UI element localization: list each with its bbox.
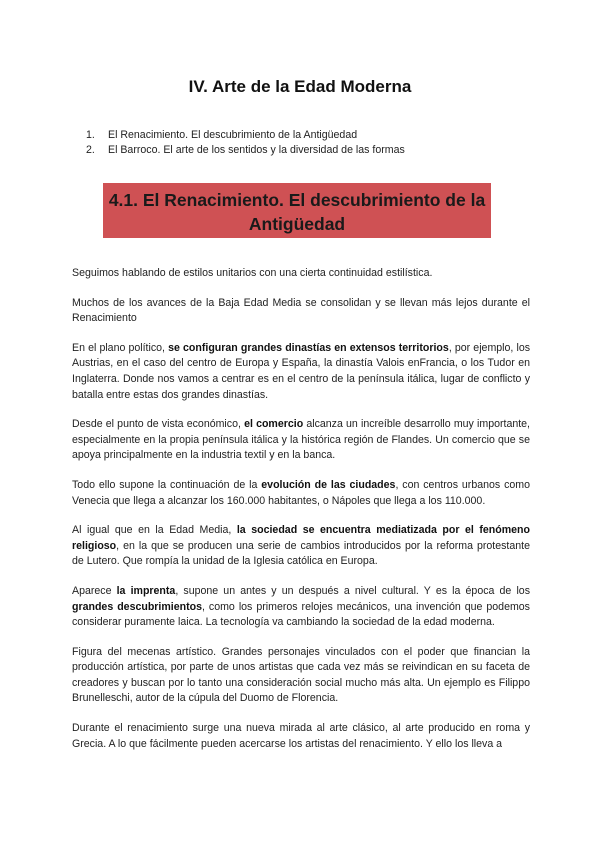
toc-item	[86, 143, 405, 158]
text-run: , con centros urbanos como Venecia que llega a alcanzar los 160.000 habitantes, o Nápoles que llega a los 110.000.	[72, 478, 530, 507]
text-run: Desde el punto de vista económico,	[72, 418, 245, 431]
text-run: , por ejemplo, los Austrias, en el caso del centro de Europa y España, la dinastía Valois enFrancia, o los Tudor en Inglaterra. Donde nos vamos a centrar es en el centro de la península itálica, lugar de conflicto y batalla entre estas dos grandes dinastías.	[72, 341, 531, 401]
text-run: , en la que se producen una serie de cambios introducidos por la reforma protestante de Lutero. Que rompía la unidad de la Iglesia católica en Europa.	[72, 539, 530, 568]
text-run: Al igual que en la Edad Media,	[72, 524, 237, 537]
paragraph: Durante el renacimiento surge una nueva mirada al arte clásico, al arte producido en roma y Grecia. A lo que fácilmente pueden acercarse los artistas del renacimiento. Y ello los lleva a	[72, 722, 530, 750]
section-heading-line-1: 4.1. El Renacimiento. El descubrimiento de la	[108, 190, 486, 210]
text-run: , supone un antes y un después a nivel cultural. Y es la época de los	[175, 584, 530, 597]
toc-item-number: 2.	[86, 144, 95, 156]
bold-text: la sociedad se encuentra mediatizada por el fenómeno religioso	[72, 524, 530, 552]
toc-item	[86, 128, 405, 143]
toc-item-text: El Renacimiento. El descubrimiento de la Antigüedad	[108, 129, 358, 141]
paragraph	[72, 341, 530, 403]
paragraph	[72, 478, 530, 509]
bold-text: se configuran grandes dinastías en extensos territorios	[168, 341, 449, 354]
paragraph: Seguimos hablando de estilos unitarios con una cierta continuidad estilística.	[72, 267, 433, 279]
section-heading-line-2: Antigüedad	[248, 214, 346, 234]
body-text	[72, 266, 530, 766]
bold-text: el comercio	[244, 418, 304, 431]
table-of-contents	[86, 128, 405, 158]
toc-item-number: 1.	[86, 129, 95, 141]
paragraph	[72, 417, 530, 464]
text-run: Aparece	[72, 584, 117, 597]
text-run: En el plano político,	[72, 341, 169, 354]
document-title: IV. Arte de la Edad Moderna	[188, 77, 412, 96]
text-run: , como los primeros relojes mecánicos, una invención que podemos considerar puramente laica. La tecnología va cambiando la sociedad de la edad moderna.	[72, 600, 530, 629]
paragraph	[72, 523, 530, 570]
paragraph	[72, 584, 530, 631]
text-run: alcanza un increíble desarrollo muy importante, especialmente en la propia península itálica y la histórica región de Flandes. Un comercio que se apoya principalmente en la industria textil y en la banca.	[72, 418, 531, 462]
paragraph: Muchos de los avances de la Baja Edad Media se consolidan y se llevan más lejos durante el Renacimiento	[72, 296, 530, 325]
toc-item-text: El Barroco. El arte de los sentidos y la diversidad de las formas	[108, 144, 405, 156]
bold-text: evolución de las ciudades	[261, 478, 396, 491]
paragraph: Figura del mecenas artístico. Grandes personajes vinculados con el poder que financian la producción artística, por parte de unos artistas que cada vez más se reivindican en su faceta de creadores y buscan por lo tanto una consideración social mucho más alta. Un ejemplo es Filippo Brunelleschi, autor de la cúpula del Duomo de Florencia.	[72, 645, 530, 705]
section-heading	[103, 183, 491, 238]
bold-text: grandes descubrimientos	[72, 600, 202, 613]
bold-text: la imprenta	[116, 584, 176, 597]
text-run: Todo ello supone la continuación de la	[72, 478, 262, 491]
